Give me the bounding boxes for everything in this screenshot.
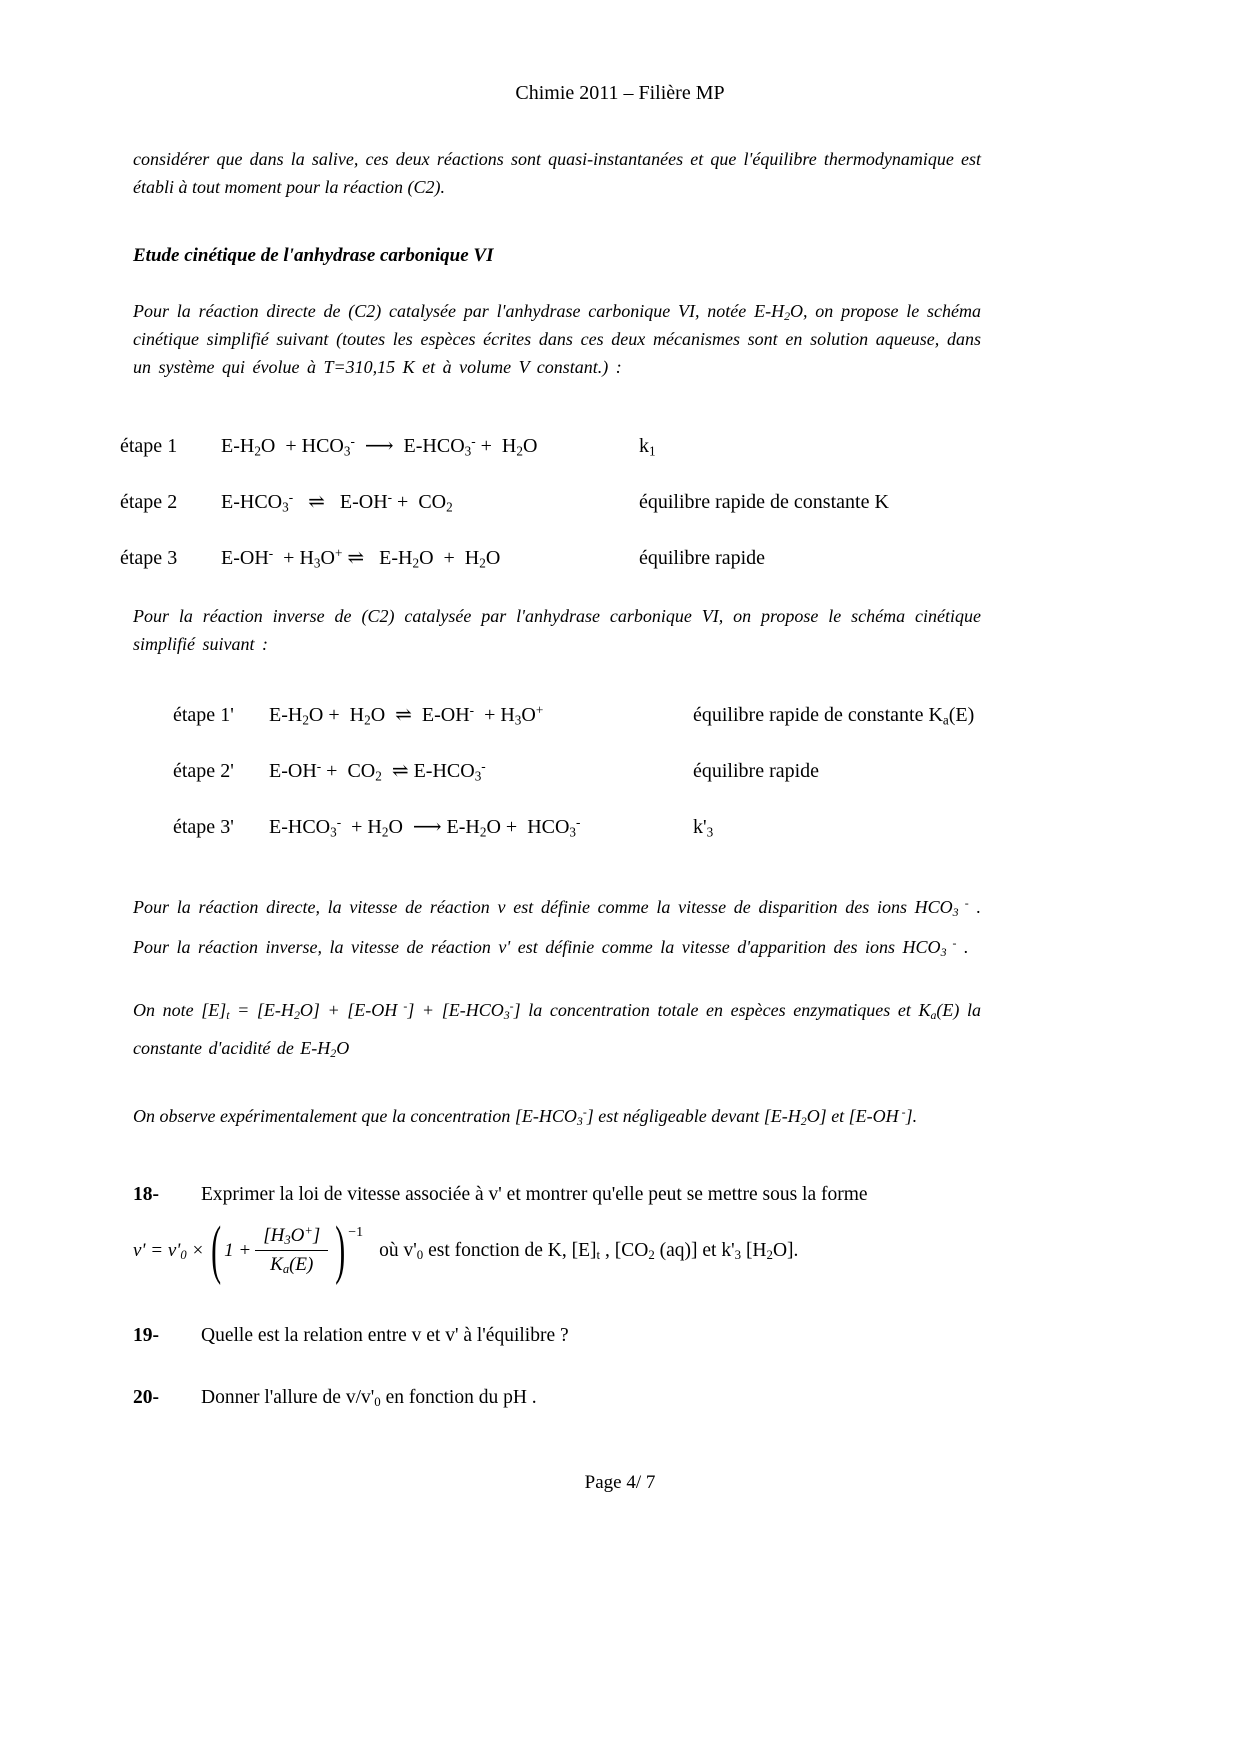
open-paren: (	[211, 1213, 222, 1286]
step-note: équilibre rapide	[639, 547, 766, 569]
step-label: étape 1	[120, 435, 178, 457]
question-text: Exprimer la loi de vitesse associée à v' et montrer qu'elle peut se mettre sous la forme	[201, 1184, 868, 1205]
question-text: Quelle est la relation entre v et v' à l'équilibre ?	[201, 1325, 569, 1346]
direct-steps-block	[120, 433, 981, 570]
question-20	[133, 1384, 981, 1412]
step-equation: $E-OH^- + H_3O^+$ ⇌ $E-H_2O + H_2O$	[221, 545, 501, 571]
page-content	[120, 145, 982, 1412]
formula-one-plus: 1 +	[224, 1239, 252, 1261]
question-number: 18-	[133, 1184, 159, 1205]
question-text: Donner l'allure de $v/v'_0$ en fonction du pH .	[201, 1387, 537, 1410]
reaction-step	[173, 758, 981, 783]
page-title: Chimie 2011 – Filière MP	[515, 82, 725, 104]
reaction-step	[173, 814, 981, 839]
reaction-step	[120, 433, 981, 458]
question-18	[133, 1181, 981, 1209]
rate-law-formula	[133, 1213, 981, 1286]
rate-definition-paragraph: Pour la réaction directe, la vitesse de réaction v est définie comme la vitesse de disparition des ions $HCO_3$ - . Pour la réaction inverse, la vitesse de réaction v' est définie comme la vitesse d'apparition des ions $HCO_3$ - .	[133, 896, 981, 959]
step-equation: $E-OH^- + CO_2$ ⇌ $E-HCO_3^-$	[269, 758, 486, 784]
step-note: équilibre rapide de constante K	[639, 491, 889, 513]
step-equation: $E-HCO_3^- + H_2O$ ⟶ $E-H_2O + HCO_3^-$	[269, 814, 581, 840]
reaction-step	[173, 702, 981, 727]
formula-tail: où $v'_0$ est fonction de K, $[E]_t$ , [$CO_2$ (aq)] et $k'_3$ $[H_2O]$.	[379, 1239, 799, 1262]
question-19	[133, 1322, 981, 1350]
intro-paragraph: considérer que dans la salive, ces deux réactions sont quasi-instantanées et que l'équilibre thermodynamique est établi à tout moment pour la réaction (C2).	[133, 149, 981, 197]
step-label: étape 2'	[173, 760, 234, 782]
close-paren: )	[335, 1213, 346, 1286]
fraction-numerator: $[H_3O^+]$	[255, 1225, 328, 1251]
question-number: 19-	[133, 1325, 159, 1346]
observation-paragraph: On observe expérimentalement que la concentration $[E-HCO_3^-]$ est négligeable devant $[E-H_2O]$ et [E-OH -].	[133, 1105, 918, 1128]
notation-paragraph: On note $[E]_t = [E-H_2O] + [E-OH$ $^-] + [E-HCO_3^-]$ la concentration totale en espèces enzymatiques et $K_a(E)$ la constante d'acidité de $E-H_2O$	[133, 999, 982, 1060]
step-equation: $E-H_2O + H_2O$ ⇌ $E-OH^- + H_3O^+$	[269, 702, 544, 728]
step-equation: $E-H_2O + HCO_3^-$ ⟶ $E-HCO_3^- + H_2O$	[221, 433, 538, 459]
step-note: $k'_3$	[693, 816, 714, 840]
step-label: étape 3	[120, 547, 178, 569]
step-note: $k_1$	[639, 435, 656, 459]
step-note: équilibre rapide	[693, 760, 820, 782]
fraction	[255, 1225, 328, 1276]
question-number: 20-	[133, 1387, 159, 1408]
formula-exponent: −1	[348, 1225, 364, 1240]
step-label: étape 2	[120, 491, 178, 513]
fraction-denominator: $K_a(E)$	[270, 1254, 314, 1277]
inverse-reaction-paragraph: Pour la réaction inverse de (C2) catalysée par l'anhydrase carbonique VI, on propose le schéma cinétique simplifié suivant :	[133, 606, 981, 654]
inverse-steps-block	[173, 702, 981, 839]
reaction-step	[120, 545, 981, 570]
section-heading: Etude cinétique de l'anhydrase carbonique VI	[133, 245, 494, 266]
page-footer: Page 4/ 7	[584, 1472, 656, 1493]
step-label: étape 3'	[173, 816, 234, 838]
direct-reaction-paragraph: Pour la réaction directe de (C2) catalysée par l'anhydrase carbonique VI, notée $E-H_2O$, on propose le schéma cinétique simplifié suivant (toutes les espèces écrites dans ces deux mécanismes sont en solution aqueuse, dans un système qui évolue à T=310,15 K et à volume V constant.) :	[133, 301, 981, 377]
step-label: étape 1'	[173, 704, 234, 726]
formula-lead: $v' = v'_0$ ×	[133, 1239, 205, 1262]
step-equation: $E-HCO_3^-$ ⇌ $E-OH^- + CO_2$	[221, 489, 453, 515]
reaction-step	[120, 489, 981, 514]
step-note: équilibre rapide de constante $K_a(E)$	[693, 704, 975, 728]
